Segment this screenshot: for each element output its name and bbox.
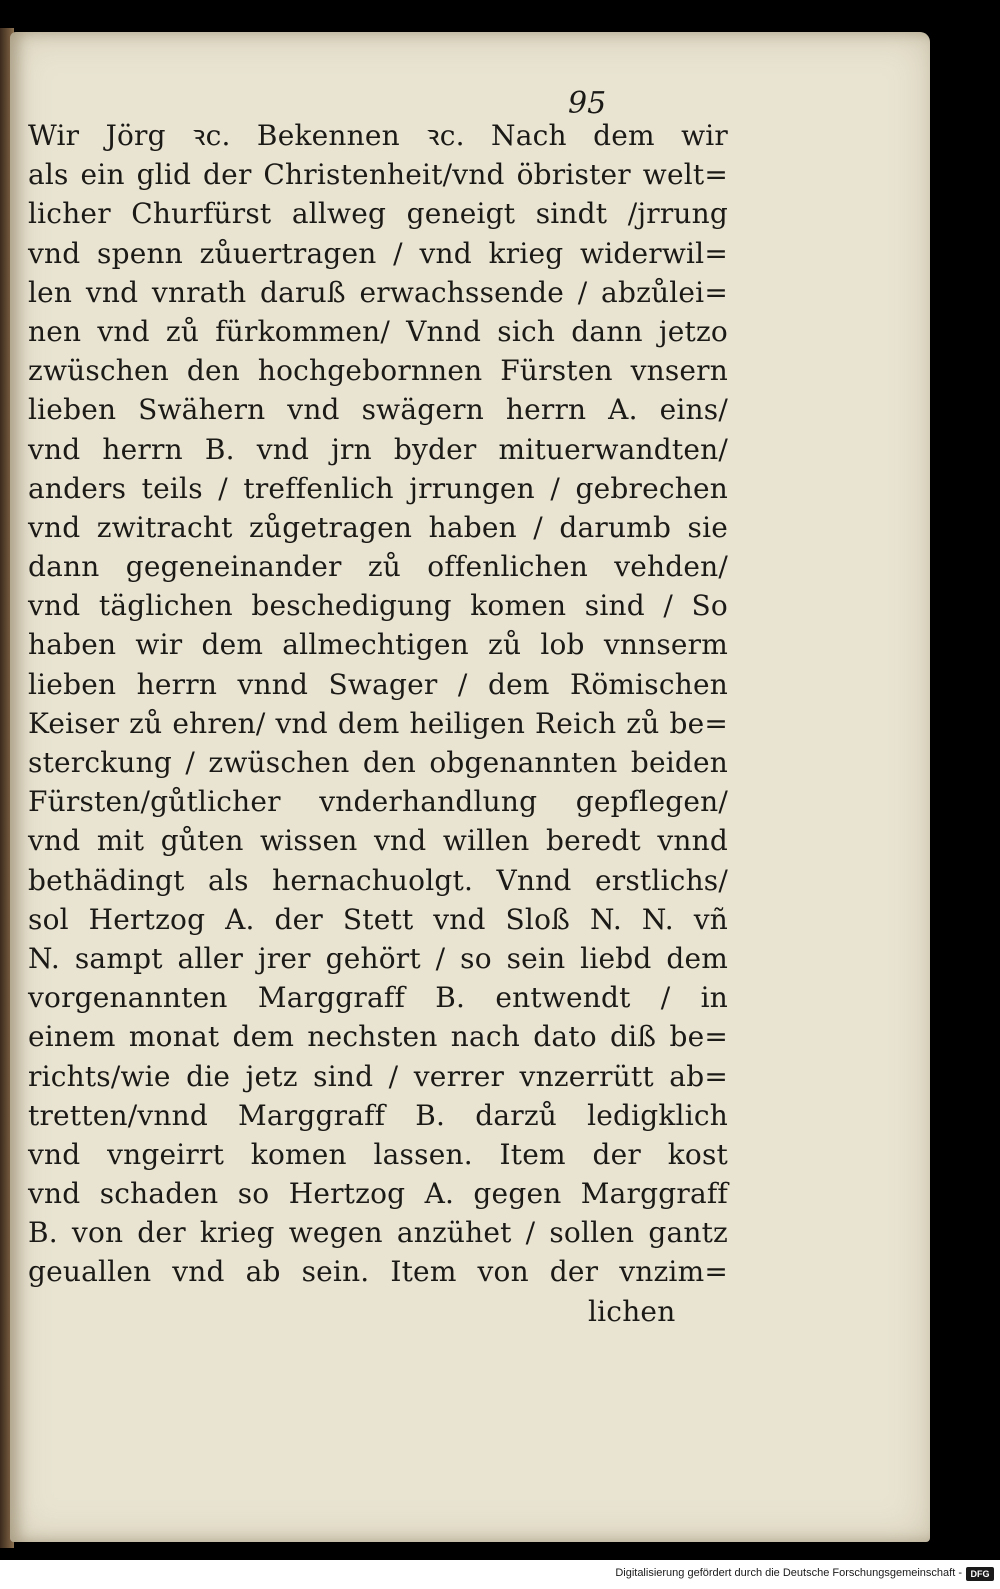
text-line: vnd schaden so Hertzog A. gegen Marggraff — [28, 1177, 728, 1211]
text-line: vnd spenn zůuertragen / vnd krieg widerwil= — [28, 236, 728, 270]
text-line: tretten/vnnd Marggraff B. darzů ledigklich — [28, 1098, 728, 1132]
text-line: licher Churfürst allweg geneigt sindt /jrrung — [28, 197, 728, 231]
text-line: Keiser zů ehren/ vnd dem heiligen Reich zů be= — [28, 706, 728, 740]
text-line: vnd täglichen beschedigung komen sind / So — [28, 589, 728, 623]
text-line: vnd vngeirrt komen lassen. Item der kost — [28, 1137, 728, 1171]
text-line: sterckung / zwüschen den obgenannten beiden — [28, 746, 728, 779]
text-line: vorgenannten Marggraff B. entwendt / in — [28, 981, 728, 1015]
text-line: N. sampt aller jrer gehört / so sein liebd dem — [28, 941, 728, 975]
text-line: als ein glid der Christenheit/vnd öbrister welt= — [28, 158, 728, 192]
text-line: vnd herrn B. vnd jrn byder mituerwandten/ — [28, 432, 728, 466]
page-number: 95 — [568, 86, 607, 121]
text-line: Wir Jörg ꝛc. Bekennen ꝛc. Nach dem wir — [28, 119, 728, 152]
text-line: einem monat dem nechsten nach dato diß be= — [28, 1020, 728, 1054]
text-line: sol Hertzog A. der Stett vnd Sloß N. N. vñ — [28, 902, 728, 936]
text-line: lichen — [588, 1294, 676, 1328]
body-text — [28, 116, 728, 1331]
text-line: len vnd vnrath daruß erwachssende / abzůlei= — [28, 275, 728, 309]
text-line: nen vnd zů fürkommen/ Vnnd sich dann jetzo — [28, 314, 728, 348]
text-line: lieben Swähern vnd swägern herrn A. eins/ — [28, 393, 728, 427]
text-line: richts/wie die jetz sind / verrer vnzerrütt ab= — [28, 1059, 728, 1093]
footer-bar — [0, 1560, 1000, 1589]
text-line: anders teils / treffenlich jrrungen / gebrechen — [28, 471, 728, 505]
dfg-logo: DFG — [966, 1567, 994, 1581]
funding-credit: Digitalisierung gefördert durch die Deutsche Forschungsgemeinschaft - — [615, 1567, 962, 1579]
text-line: bethädingt als hernachuolgt. Vnnd erstlichs/ — [28, 863, 728, 897]
text-line: vnd zwitracht zůgetragen haben / darumb sie — [28, 510, 728, 544]
text-line: haben wir dem allmechtigen zů lob vnnserm — [28, 628, 728, 662]
text-line: zwüschen den hochgebornnen Fürsten vnsern — [28, 354, 728, 388]
text-line: lieben herrn vnnd Swager / dem Römischen — [28, 667, 728, 701]
text-line: geuallen vnd ab sein. Item von der vnzim= — [28, 1255, 728, 1289]
text-line: Fürsten/gůtlicher vnderhandlung gepflegen/ — [28, 785, 728, 819]
text-line: vnd mit gůten wissen vnd willen beredt vnnd — [28, 824, 728, 858]
text-line: dann gegeneinander zů offenlichen vehden/ — [28, 550, 728, 584]
text-line: B. von der krieg wegen anzühet / sollen gantz — [28, 1216, 728, 1250]
